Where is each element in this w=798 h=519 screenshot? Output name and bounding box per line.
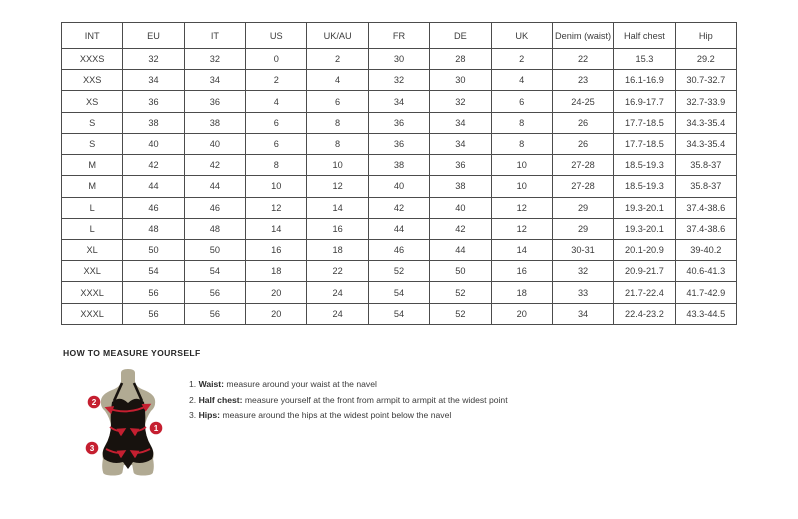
table-cell: 29.2 xyxy=(675,49,736,70)
badge-2-number: 2 xyxy=(91,398,97,407)
table-cell: 17.7-18.5 xyxy=(614,133,675,154)
table-cell: 42 xyxy=(184,155,245,176)
table-cell: 12 xyxy=(307,176,368,197)
table-cell: 56 xyxy=(184,303,245,324)
table-cell: 44 xyxy=(123,176,184,197)
table-cell: 6 xyxy=(491,91,552,112)
table-cell: 36 xyxy=(368,112,429,133)
table-cell: 32.7-33.9 xyxy=(675,91,736,112)
table-cell: 14 xyxy=(491,239,552,260)
table-cell: 12 xyxy=(491,197,552,218)
table-cell: 44 xyxy=(430,239,491,260)
table-row xyxy=(62,176,737,197)
table-cell: 18 xyxy=(307,239,368,260)
table-cell: M xyxy=(62,155,123,176)
table-cell: 44 xyxy=(184,176,245,197)
table-cell: 14 xyxy=(307,197,368,218)
table-cell: 40.6-41.3 xyxy=(675,261,736,282)
table-cell: L xyxy=(62,197,123,218)
table-header xyxy=(62,23,737,49)
table-cell: 39-40.2 xyxy=(675,239,736,260)
table-cell: 40 xyxy=(430,197,491,218)
table-cell: 19.3-20.1 xyxy=(614,218,675,239)
table-cell: 26 xyxy=(552,133,613,154)
table-cell: 54 xyxy=(184,261,245,282)
table-cell: 38 xyxy=(430,176,491,197)
table-cell: 35.8-37 xyxy=(675,176,736,197)
table-cell: 32 xyxy=(123,49,184,70)
table-cell: 12 xyxy=(246,197,307,218)
table-cell: 8 xyxy=(491,133,552,154)
table-cell: 15.3 xyxy=(614,49,675,70)
table-cell: 20 xyxy=(246,282,307,303)
column-header: INT xyxy=(62,23,123,49)
table-cell: 10 xyxy=(307,155,368,176)
table-cell: 38 xyxy=(123,112,184,133)
table-cell: 46 xyxy=(123,197,184,218)
table-cell: 16 xyxy=(246,239,307,260)
measure-step-hips xyxy=(189,411,508,420)
table-cell: 30-31 xyxy=(552,239,613,260)
table-cell: 40 xyxy=(184,133,245,154)
mannequin-illustration xyxy=(78,366,170,480)
table-cell: 42 xyxy=(123,155,184,176)
table-cell: 8 xyxy=(307,112,368,133)
table-cell: 21.7-22.4 xyxy=(614,282,675,303)
table-cell: 54 xyxy=(368,282,429,303)
table-cell: 52 xyxy=(430,303,491,324)
table-cell: 46 xyxy=(368,239,429,260)
column-header: IT xyxy=(184,23,245,49)
step-label: Hips: xyxy=(198,410,221,421)
step-text: measure around your waist at the navel xyxy=(226,379,377,389)
table-cell: 56 xyxy=(123,303,184,324)
table-cell: 28 xyxy=(430,49,491,70)
table-row xyxy=(62,49,737,70)
table-cell: 22 xyxy=(552,49,613,70)
table-cell: 38 xyxy=(368,155,429,176)
table-header-row xyxy=(62,23,737,49)
table-cell: 0 xyxy=(246,49,307,70)
table-cell: 24 xyxy=(307,303,368,324)
table-row xyxy=(62,282,737,303)
table-cell: 34.3-35.4 xyxy=(675,133,736,154)
table-cell: XXS xyxy=(62,70,123,91)
measure-step-half-chest xyxy=(189,396,508,405)
table-cell: XXXL xyxy=(62,303,123,324)
table-cell: 16.9-17.7 xyxy=(614,91,675,112)
table-row xyxy=(62,218,737,239)
table-cell: 52 xyxy=(430,282,491,303)
table-cell: 36 xyxy=(184,91,245,112)
table-cell: 29 xyxy=(552,197,613,218)
table-cell: 50 xyxy=(184,239,245,260)
table-cell: 26 xyxy=(552,112,613,133)
table-row xyxy=(62,261,737,282)
measurement-figure xyxy=(78,366,189,485)
table-cell: 42 xyxy=(430,218,491,239)
table-cell: 30 xyxy=(368,49,429,70)
step-number: 2. xyxy=(189,394,197,405)
column-header: Hip xyxy=(675,23,736,49)
table-cell: 54 xyxy=(368,303,429,324)
table-cell: 10 xyxy=(491,176,552,197)
table-cell: L xyxy=(62,218,123,239)
table-cell: 4 xyxy=(307,70,368,91)
table-row xyxy=(62,133,737,154)
step-text: measure around the hips at the widest point below the navel xyxy=(222,410,452,421)
table-cell: 17.7-18.5 xyxy=(614,112,675,133)
table-cell: 56 xyxy=(184,282,245,303)
table-row xyxy=(62,112,737,133)
table-cell: 50 xyxy=(123,239,184,260)
measure-steps xyxy=(189,380,508,427)
table-cell: 24-25 xyxy=(552,91,613,112)
table-cell: 18 xyxy=(491,282,552,303)
table-cell: 48 xyxy=(184,218,245,239)
badge-3-number: 3 xyxy=(89,444,95,453)
table-cell: 44 xyxy=(368,218,429,239)
table-cell: 29 xyxy=(552,218,613,239)
column-header: EU xyxy=(123,23,184,49)
table-cell: XXXL xyxy=(62,282,123,303)
table-cell: 37.4-38.6 xyxy=(675,218,736,239)
table-cell: 32 xyxy=(184,49,245,70)
table-cell: 34 xyxy=(430,133,491,154)
table-cell: 18 xyxy=(246,261,307,282)
table-cell: 24 xyxy=(307,282,368,303)
table-cell: 16.1-16.9 xyxy=(614,70,675,91)
table-cell: 35.8-37 xyxy=(675,155,736,176)
table-cell: 20.9-21.7 xyxy=(614,261,675,282)
table-cell: 36 xyxy=(430,155,491,176)
table-cell: 34 xyxy=(430,112,491,133)
table-cell: M xyxy=(62,176,123,197)
column-header: US xyxy=(246,23,307,49)
column-header: UK xyxy=(491,23,552,49)
step-number: 3. xyxy=(189,410,197,421)
step-text: measure yourself at the front from armpit to armpit at the widest point xyxy=(244,394,508,405)
table-row xyxy=(62,155,737,176)
table-cell: 12 xyxy=(491,218,552,239)
table-cell: 32 xyxy=(368,70,429,91)
table-cell: 46 xyxy=(184,197,245,218)
table-row xyxy=(62,197,737,218)
step-label: Half chest: xyxy=(198,394,243,405)
table-cell: 36 xyxy=(368,133,429,154)
table-cell: 27-28 xyxy=(552,155,613,176)
table-cell: 14 xyxy=(246,218,307,239)
table-cell: 32 xyxy=(552,261,613,282)
table-cell: 19.3-20.1 xyxy=(614,197,675,218)
table-row xyxy=(62,303,737,324)
table-cell: 40 xyxy=(368,176,429,197)
table-cell: 52 xyxy=(368,261,429,282)
table-cell: 2 xyxy=(491,49,552,70)
table-body xyxy=(62,49,737,325)
table-cell: 34 xyxy=(123,70,184,91)
table-cell: XXL xyxy=(62,261,123,282)
table-cell: 32 xyxy=(430,91,491,112)
table-cell: 43.3-44.5 xyxy=(675,303,736,324)
table-row xyxy=(62,91,737,112)
table-cell: 4 xyxy=(246,91,307,112)
badge-1-number: 1 xyxy=(153,424,159,433)
table-cell: 20.1-20.9 xyxy=(614,239,675,260)
table-cell: 6 xyxy=(307,91,368,112)
table-cell: XL xyxy=(62,239,123,260)
measure-step-waist xyxy=(189,380,508,389)
column-header: Denim (waist) xyxy=(552,23,613,49)
table-cell: 50 xyxy=(430,261,491,282)
step-label: Waist: xyxy=(198,379,225,389)
table-cell: XXXS xyxy=(62,49,123,70)
table-cell: 37.4-38.6 xyxy=(675,197,736,218)
table-cell: 2 xyxy=(307,49,368,70)
table-cell: 23 xyxy=(552,70,613,91)
table-cell: 56 xyxy=(123,282,184,303)
table-cell: 48 xyxy=(123,218,184,239)
column-header: DE xyxy=(430,23,491,49)
table-cell: 33 xyxy=(552,282,613,303)
table-cell: 36 xyxy=(123,91,184,112)
table-cell: 30.7-32.7 xyxy=(675,70,736,91)
table-cell: 34 xyxy=(552,303,613,324)
table-cell: 41.7-42.9 xyxy=(675,282,736,303)
table-cell: 38 xyxy=(184,112,245,133)
step-number: 1. xyxy=(189,379,197,389)
column-header: FR xyxy=(368,23,429,49)
table-cell: 40 xyxy=(123,133,184,154)
column-header: Half chest xyxy=(614,23,675,49)
table-cell: 22.4-23.2 xyxy=(614,303,675,324)
table-row xyxy=(62,239,737,260)
table-cell: 54 xyxy=(123,261,184,282)
table-cell: 34 xyxy=(184,70,245,91)
table-cell: 34 xyxy=(368,91,429,112)
table-cell: 8 xyxy=(307,133,368,154)
size-chart-table xyxy=(61,22,737,325)
table-row xyxy=(62,70,737,91)
table-cell: 16 xyxy=(491,261,552,282)
measure-content xyxy=(63,358,723,485)
table-cell: 4 xyxy=(491,70,552,91)
table-cell: XS xyxy=(62,91,123,112)
table-cell: 34.3-35.4 xyxy=(675,112,736,133)
table-cell: 20 xyxy=(246,303,307,324)
table-cell: S xyxy=(62,112,123,133)
table-cell: 10 xyxy=(246,176,307,197)
table-cell: 8 xyxy=(491,112,552,133)
measure-section-title: HOW TO MEASURE YOURSELF xyxy=(63,348,201,358)
table-cell: 2 xyxy=(246,70,307,91)
table-cell: 42 xyxy=(368,197,429,218)
table-cell: S xyxy=(62,133,123,154)
table-cell: 18.5-19.3 xyxy=(614,155,675,176)
table-cell: 27-28 xyxy=(552,176,613,197)
column-header: UK/AU xyxy=(307,23,368,49)
table-cell: 30 xyxy=(430,70,491,91)
table-cell: 10 xyxy=(491,155,552,176)
table-cell: 16 xyxy=(307,218,368,239)
table-cell: 18.5-19.3 xyxy=(614,176,675,197)
measure-section xyxy=(63,348,723,485)
table-cell: 8 xyxy=(246,155,307,176)
table-cell: 6 xyxy=(246,112,307,133)
table-cell: 6 xyxy=(246,133,307,154)
table-cell: 20 xyxy=(491,303,552,324)
table-cell: 22 xyxy=(307,261,368,282)
